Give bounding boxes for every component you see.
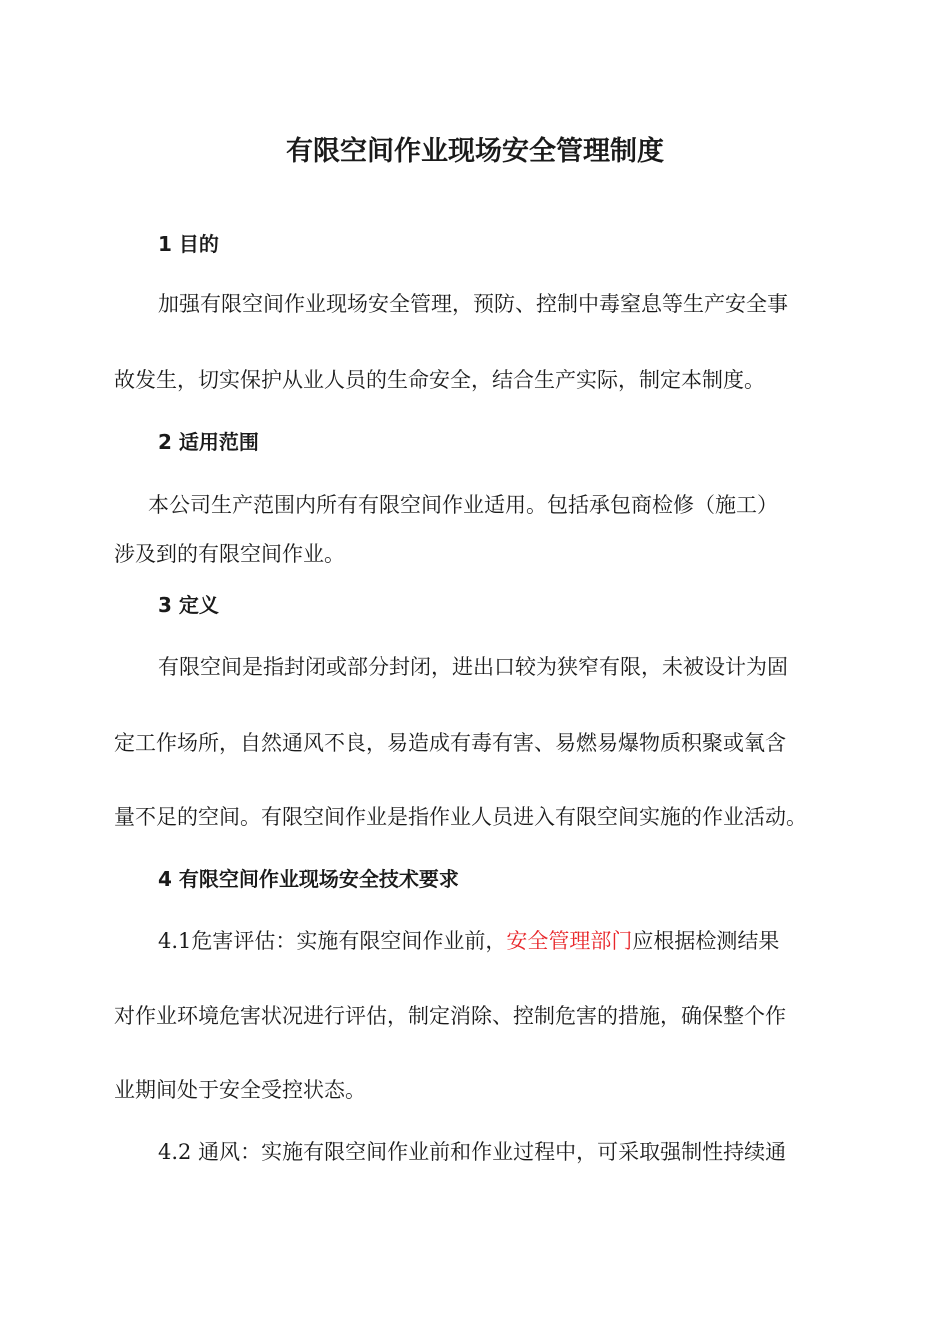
section-4-2-line-1: 4.2 通风：实施有限空间作业前和作业过程中，可采取强制性持续通 bbox=[158, 1140, 787, 1164]
document-title: 有限空间作业现场安全管理制度 bbox=[286, 136, 664, 167]
section-1-line-2: 故发生，切实保护从业人员的生命安全，结合生产实际，制定本制度。 bbox=[114, 368, 765, 392]
section-2-line-1: 本公司生产范围内所有有限空间作业适用。包括承包商检修（施工） bbox=[148, 493, 778, 517]
section-4-1-line-3: 业期间处于安全受控状态。 bbox=[114, 1078, 366, 1102]
section-3-line-2: 定工作场所，自然通风不良，易造成有毒有害、易燃易爆物质积聚或氧含 bbox=[114, 731, 786, 755]
section-1-heading: 1 目的 bbox=[158, 232, 219, 256]
section-2-line-2: 涉及到的有限空间作业。 bbox=[114, 542, 345, 566]
section-4-1-text-start: 4.1危害评估：实施有限空间作业前， bbox=[158, 929, 507, 953]
section-2-heading: 2 适用范围 bbox=[158, 430, 259, 454]
section-3-heading: 3 定义 bbox=[158, 593, 219, 617]
section-3-line-3: 量不足的空间。有限空间作业是指作业人员进入有限空间实施的作业活动。 bbox=[114, 805, 807, 829]
highlighted-department: 安全管理部门 bbox=[506, 929, 633, 953]
section-3-line-1: 有限空间是指封闭或部分封闭，进出口较为狭窄有限，未被设计为固 bbox=[158, 655, 788, 679]
section-4-1-text-end: 应根据检测结果 bbox=[632, 929, 780, 953]
section-1-line-1: 加强有限空间作业现场安全管理，预防、控制中毒窒息等生产安全事 bbox=[158, 292, 788, 316]
section-4-heading: 4 有限空间作业现场安全技术要求 bbox=[158, 867, 459, 891]
section-4-1-line-2: 对作业环境危害状况进行评估，制定消除、控制危害的措施，确保整个作 bbox=[114, 1004, 786, 1028]
section-4-1-line-1 bbox=[158, 926, 779, 956]
